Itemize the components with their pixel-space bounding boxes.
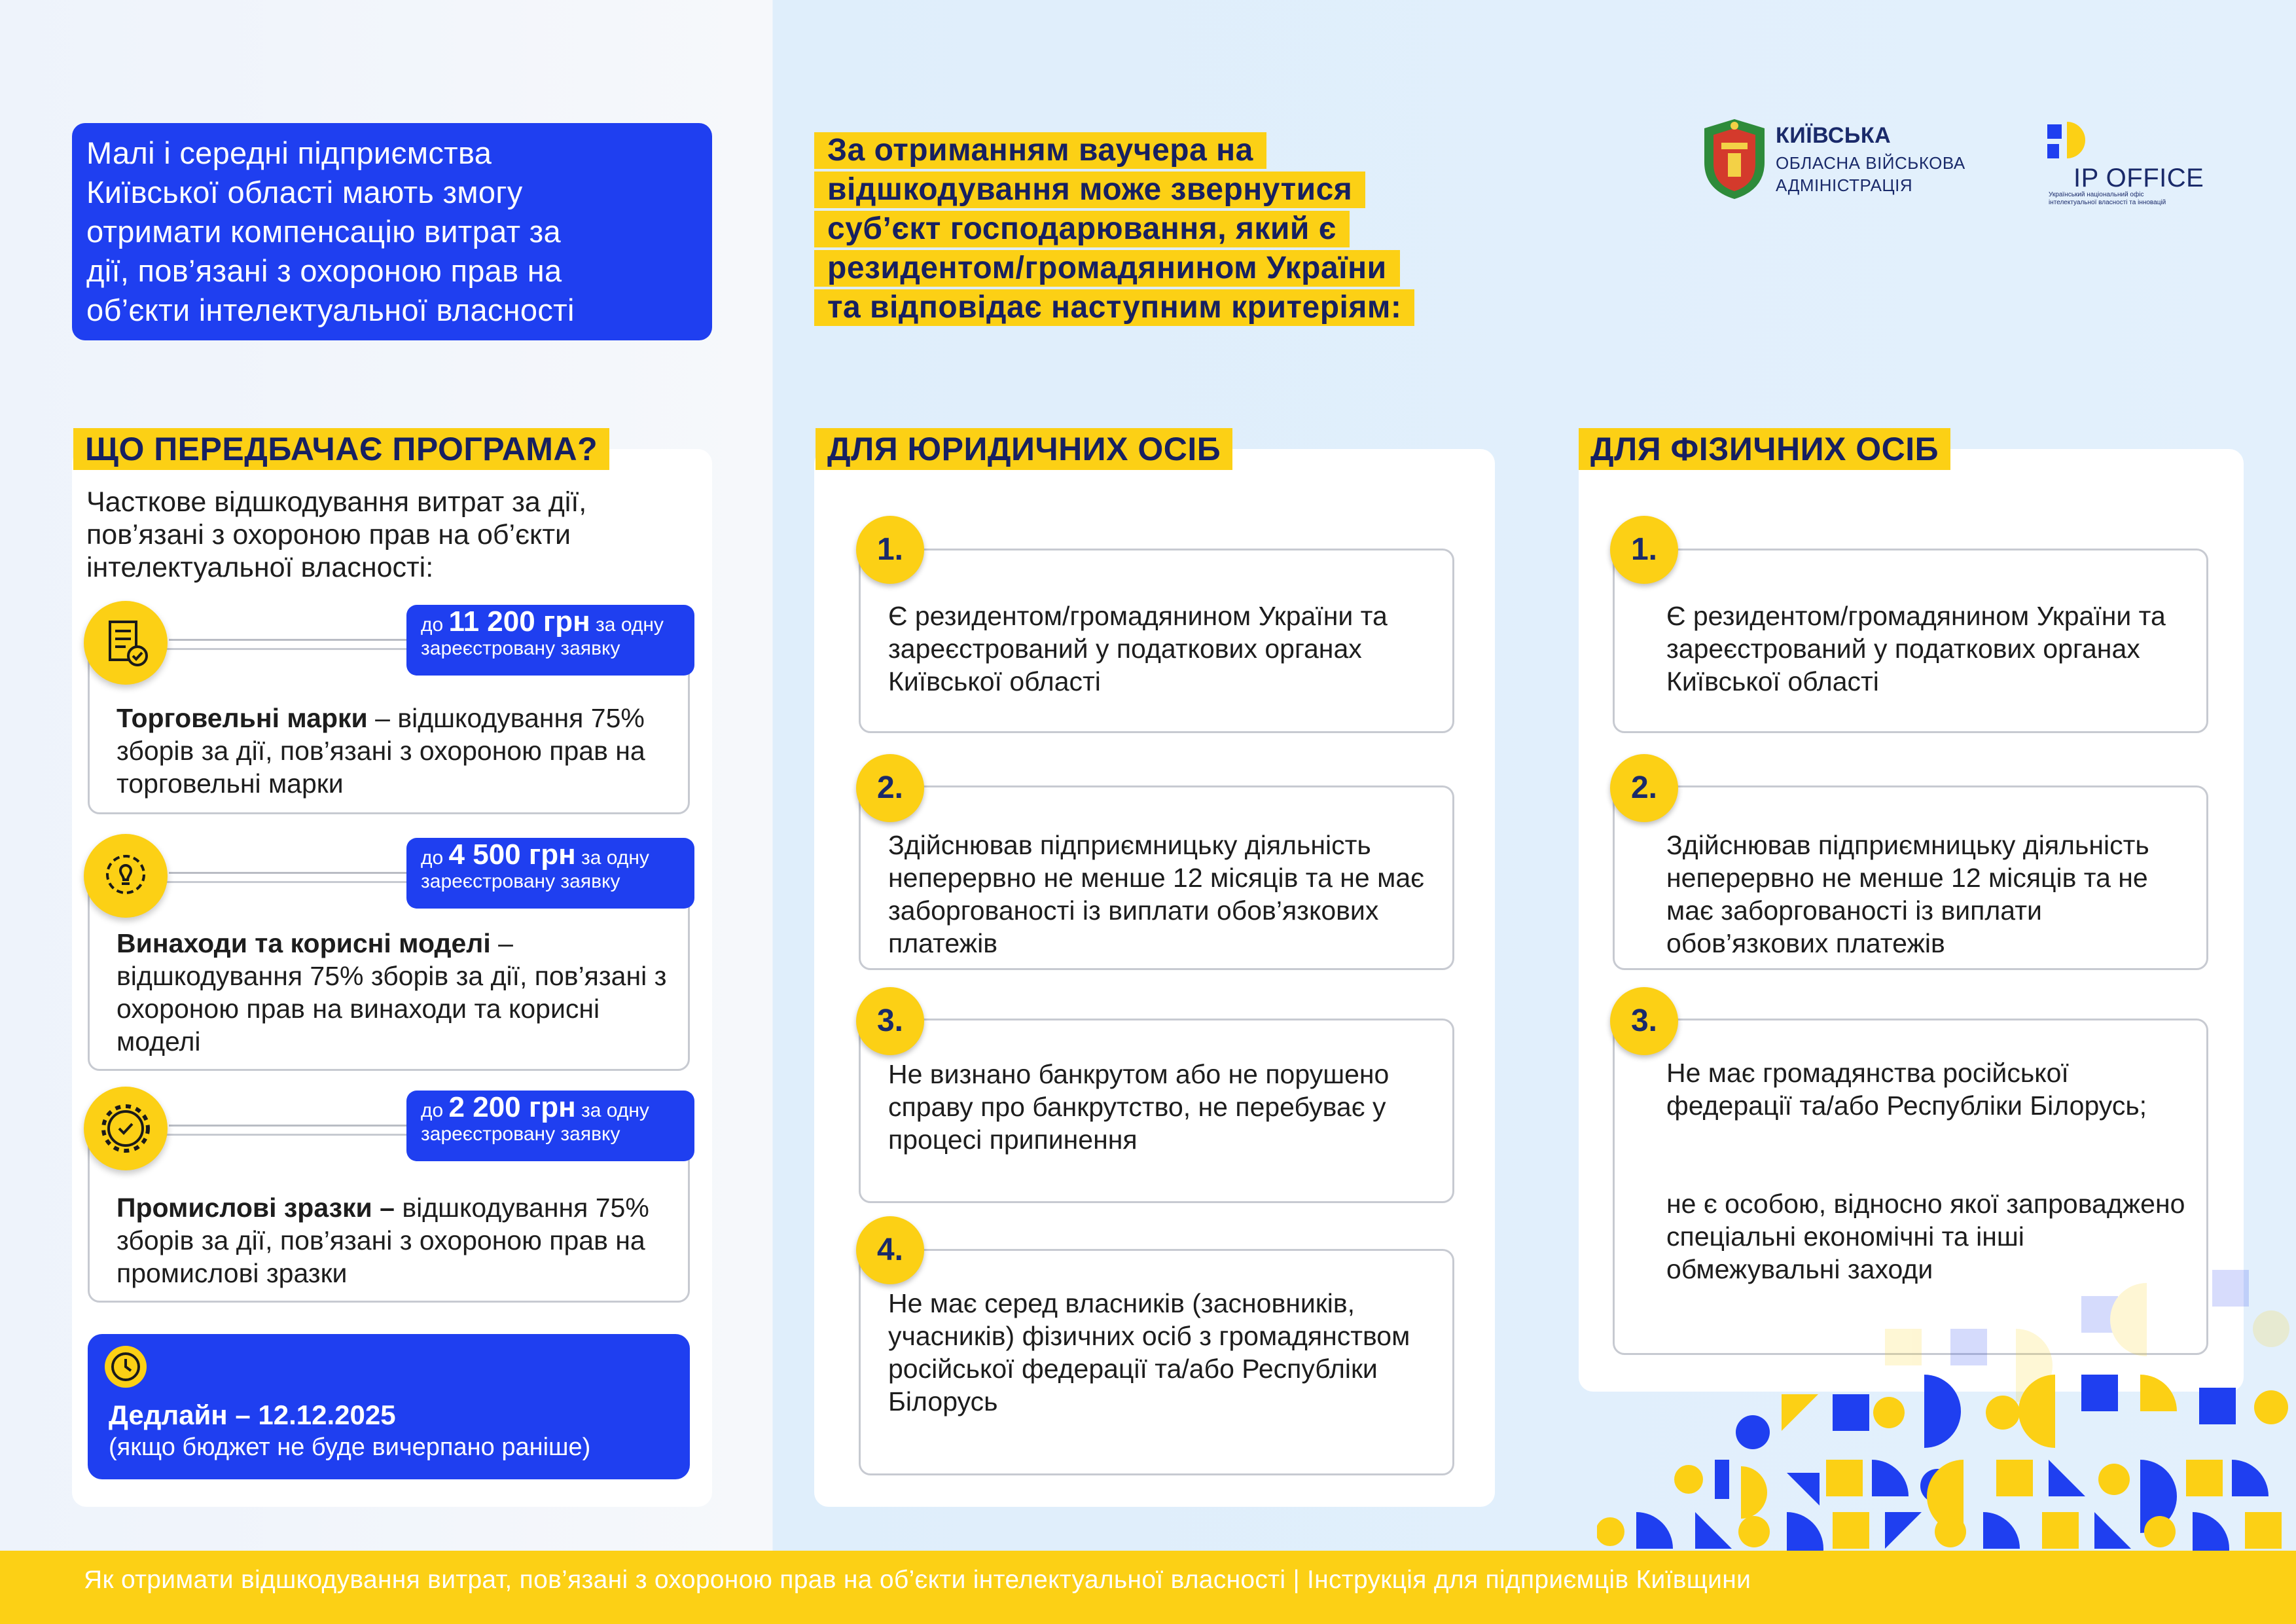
program-heading: ЩО ПЕРЕДБАЧАЄ ПРОГРАМА? bbox=[73, 428, 609, 470]
koda-title: КИЇВСЬКА bbox=[1776, 123, 1892, 148]
decorative-pattern bbox=[1597, 1244, 2296, 1551]
criteria-heading-line: відшкодування може звернутися bbox=[814, 171, 1365, 208]
cost-text-inventions bbox=[117, 927, 686, 1058]
price-suffix: за одну bbox=[581, 847, 649, 869]
legal-criterion-text: Є резидентом/громадянином України та зареєстрований у податкових органах Київської області bbox=[888, 601, 1388, 696]
ip-office-logo-icon bbox=[2047, 122, 2093, 165]
gear-check-icon bbox=[84, 1087, 168, 1170]
price-prefix: до bbox=[421, 614, 444, 636]
connector-line bbox=[169, 1125, 411, 1127]
legal-criterion-text: Не має серед власників (засновників, учасників) фізичних осіб з громадянством російської федерації та/або Республіки Білорусь bbox=[888, 1288, 1410, 1416]
individual-criterion-number: 1. bbox=[1610, 516, 1678, 584]
legal-criterion-number: 3. bbox=[856, 987, 924, 1055]
intro-line: об’єкти інтелектуальної власності bbox=[86, 293, 575, 327]
ip-office-subtitle: Український національний офіс інтелектуальної власності та інновацій bbox=[2049, 191, 2166, 206]
price-note: зареєстровану заявку bbox=[421, 871, 620, 892]
intro-line: Малі і середні підприємства bbox=[86, 135, 492, 170]
price-suffix: за одну bbox=[581, 1100, 649, 1121]
legal-criterion-text: Здійснював підприємницьку діяльність неперервно не менше 12 місяців та не має заборгованості із виплати обов’язкових платежів bbox=[888, 830, 1425, 958]
price-line bbox=[421, 605, 683, 638]
individual-criterion-text: Здійснював підприємницьку діяльність неперервно не менше 12 місяців та не має заборгованості із виплати обов’язкових платежів bbox=[1666, 830, 2149, 958]
criteria-heading bbox=[814, 132, 1508, 329]
price-badge-inventions bbox=[406, 838, 694, 909]
koda-coat-of-arms-icon bbox=[1699, 117, 1770, 202]
individual-criterion-number: 3. bbox=[1610, 987, 1678, 1055]
price-badge-trademarks bbox=[406, 605, 694, 676]
criteria-heading-line: суб’єкт господарювання, який є bbox=[814, 211, 1350, 247]
connector-line bbox=[169, 639, 411, 641]
legal-criterion-number: 1. bbox=[856, 516, 924, 584]
price-line bbox=[421, 839, 683, 871]
clock-icon bbox=[102, 1343, 149, 1390]
cost-title: Торговельні марки bbox=[117, 703, 368, 733]
criteria-heading-line: та відповідає наступним критеріям: bbox=[814, 289, 1414, 326]
deadline-title: Дедлайн – 12.12.2025 bbox=[109, 1399, 396, 1430]
program-intro: Часткове відшкодування витрат за дії, пов’язані з охороною прав на об’єкти інтелектуальної власності: bbox=[86, 486, 587, 583]
koda-subtitle-line: ОБЛАСНА ВІЙСЬКОВА bbox=[1776, 153, 1965, 173]
cost-desc: відшкодування 75% зборів за дії, пов’язані з охороною прав на промислові зразки bbox=[117, 1193, 649, 1288]
price-amount: 11 200 грн bbox=[448, 605, 590, 638]
individual-criterion-text-extra: не є особою, відносно якої запроваджено спеціальні економічні та інші обмежувальні заходи bbox=[1666, 1189, 2185, 1284]
legal-heading: ДЛЯ ЮРИДИЧНИХ ОСІБ bbox=[816, 428, 1232, 470]
intro-line: Київської області мають змогу bbox=[86, 175, 523, 209]
cost-title: Винаходи та корисні моделі bbox=[117, 928, 491, 958]
legal-criterion-number: 2. bbox=[856, 754, 924, 822]
intro-line: дії, пов’язані з охороною прав на bbox=[86, 253, 562, 288]
cost-desc: – відшкодування 75% зборів за дії, пов’язані з охороною прав на винаходи та корисні моделі bbox=[117, 928, 667, 1056]
individuals-heading: ДЛЯ ФІЗИЧНИХ ОСІБ bbox=[1579, 428, 1950, 470]
price-prefix: до bbox=[421, 847, 444, 869]
individual-criterion-text: Не має громадянства російської федерації та/або Республіки Білорусь; bbox=[1666, 1058, 2147, 1121]
cost-title: Промислові зразки – bbox=[117, 1193, 395, 1223]
intro-box bbox=[72, 123, 712, 340]
koda-subtitle bbox=[1776, 152, 1965, 196]
price-suffix: за одну bbox=[596, 614, 664, 636]
legal-criterion-text: Не визнано банкрутом або не порушено справу про банкрутство, не перебуває у процесі припинення bbox=[888, 1059, 1390, 1155]
footer-text: Як отримати відшкодування витрат, пов’язані з охороною прав на об’єкти інтелектуальної власності | Інструкція для підприємців Київщини bbox=[84, 1566, 1751, 1594]
price-note: зареєстровану заявку bbox=[421, 1123, 620, 1145]
price-prefix: до bbox=[421, 1100, 444, 1121]
price-badge-designs bbox=[406, 1091, 694, 1161]
cost-desc: – відшкодування 75% зборів за дії, пов’язані з охороною прав на торговельні марки bbox=[117, 703, 645, 799]
koda-subtitle-line: АДМІНІСТРАЦІЯ bbox=[1776, 175, 1913, 195]
price-amount: 2 200 грн bbox=[448, 1091, 576, 1123]
intro-line: отримати компенсацію витрат за bbox=[86, 214, 561, 249]
lightbulb-gear-icon bbox=[84, 834, 168, 918]
ip-office-title: IP OFFICE bbox=[2073, 164, 2204, 192]
price-line bbox=[421, 1091, 683, 1123]
document-check-icon bbox=[84, 601, 168, 685]
connector-line bbox=[169, 872, 411, 874]
price-note: зареєстровану заявку bbox=[421, 638, 620, 659]
individual-criterion-number: 2. bbox=[1610, 754, 1678, 822]
legal-criterion-number: 4. bbox=[856, 1216, 924, 1284]
deadline-note: (якщо бюджет не буде вичерпано раніше) bbox=[109, 1434, 591, 1461]
criteria-heading-line: За отриманням ваучера на bbox=[814, 132, 1266, 169]
price-amount: 4 500 грн bbox=[448, 839, 576, 871]
cost-text-trademarks bbox=[117, 702, 686, 800]
criteria-heading-line: резидентом/громадянином України bbox=[814, 250, 1400, 287]
cost-text-designs bbox=[117, 1191, 686, 1290]
individual-criterion-text: Є резидентом/громадянином України та зареєстрований у податкових органах Київської області bbox=[1666, 601, 2166, 696]
